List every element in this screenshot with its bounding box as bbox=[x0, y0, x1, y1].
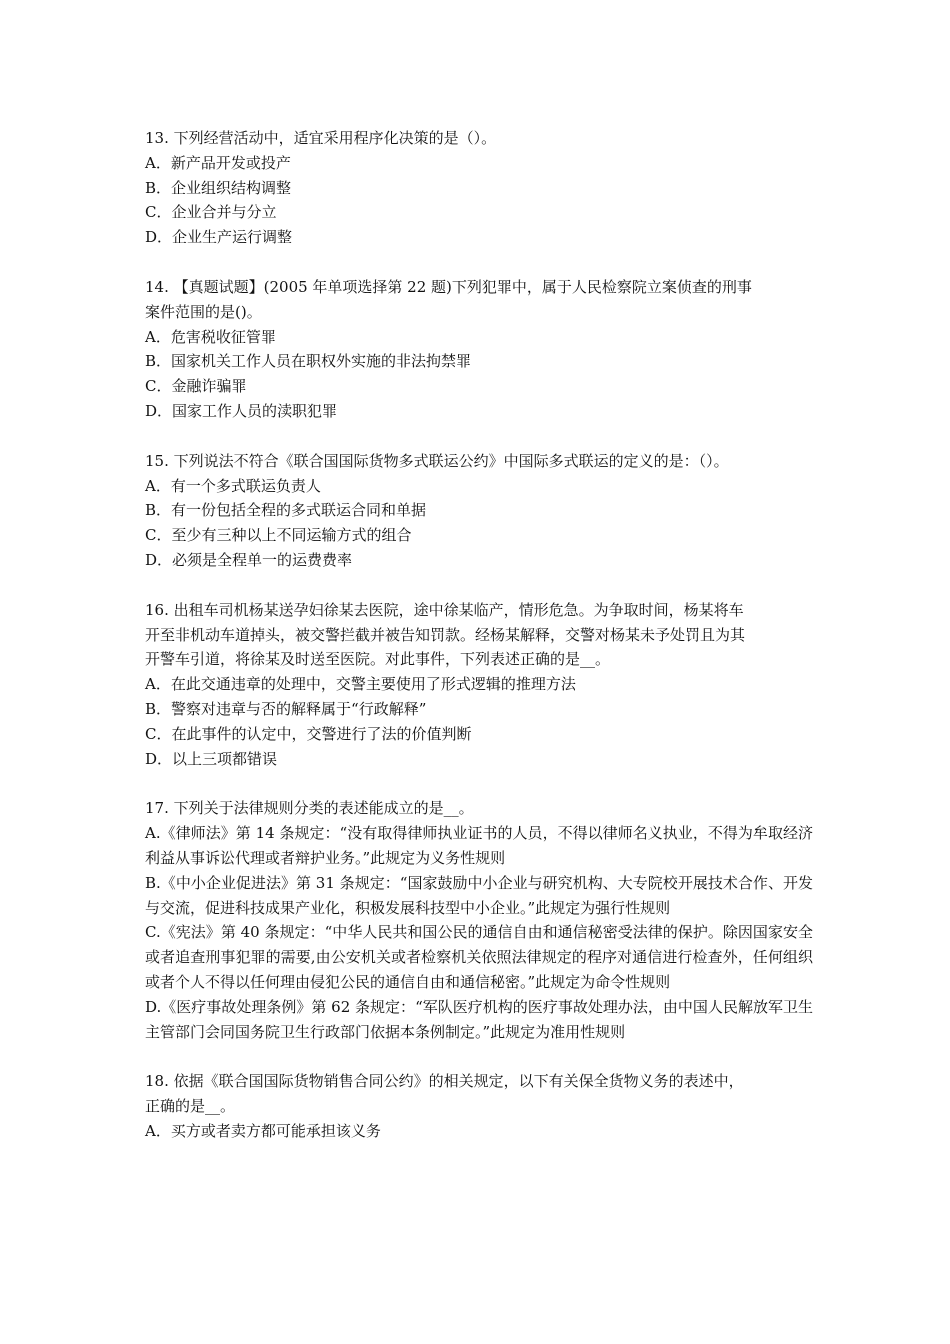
question-stem: 16. 出租车司机杨某送孕妇徐某去医院，途中徐某临产，情形危急。为争取时间，杨某将车 bbox=[145, 600, 744, 619]
option-d: D．国家工作人员的渎职犯罪 bbox=[145, 401, 338, 420]
option-c: C．企业合并与分立 bbox=[145, 203, 277, 222]
option-b: B．国家机关工作人员在职权外实施的非法拘禁罪 bbox=[145, 352, 472, 371]
question-15 bbox=[145, 449, 813, 573]
question-stem-continued: 开警车引道，将徐某及时送至医院。对此事件，下列表述正确的是__。 bbox=[145, 650, 611, 669]
option-c: C．在此事件的认定中，交警进行了法的价值判断 bbox=[145, 724, 472, 743]
question-stem: 14. 【真题试题】(2005 年单项选择第 22 题)下列犯罪中，属于人民检察院立案侦查的刑事 bbox=[145, 277, 752, 296]
option-b: B．企业组织结构调整 bbox=[145, 178, 292, 197]
option-a: A．有一个多式联运负责人 bbox=[145, 476, 321, 495]
question-stem: 17. 下列关于法律规则分类的表述能成立的是__。 bbox=[145, 799, 474, 818]
option-a: A．在此交通违章的处理中，交警主要使用了形式逻辑的推理方法 bbox=[145, 675, 576, 694]
question-14 bbox=[145, 275, 813, 424]
option-a: A．买方或者卖方都可能承担该义务 bbox=[145, 1121, 381, 1140]
question-13 bbox=[145, 126, 813, 250]
option-b: B．有一份包括全程的多式联运合同和单据 bbox=[145, 501, 427, 520]
option-a: A．危害税收征管罪 bbox=[145, 327, 276, 346]
option-b: B．警察对违章与否的解释属于“行政解释” bbox=[145, 699, 427, 718]
question-stem: 13. 下列经营活动中，适宜采用程序化决策的是（）。 bbox=[145, 129, 497, 147]
question-17 bbox=[145, 796, 813, 1044]
option-a: A．新产品开发或投产 bbox=[145, 153, 291, 172]
question-stem: 18. 依据《联合国国际货物销售合同公约》的相关规定，以下有关保全货物义务的表述中， bbox=[145, 1072, 744, 1091]
question-16 bbox=[145, 598, 813, 772]
question-18 bbox=[145, 1069, 813, 1143]
question-stem-continued: 开至非机动车道掉头，被交警拦截并被告知罚款。经杨某解释，交警对杨某未予处罚且为其 bbox=[145, 625, 746, 644]
question-stem: 15. 下列说法不符合《联合国国际货物多式联运公约》中国际多式联运的定义的是：（）。 bbox=[145, 451, 729, 470]
option-d: D．以上三项都错误 bbox=[145, 749, 278, 768]
question-stem-continued: 案件范围的是()。 bbox=[145, 302, 262, 321]
option-a: A.《律师法》第 14 条规定：“没有取得律师执业证书的人员，不得以律师名义执业，不得为牟取经济利益从事诉讼代理或者辩护业务。”此规定为义务性规则 bbox=[145, 824, 813, 867]
option-c: C．金融诈骗罪 bbox=[145, 377, 247, 396]
option-c: C.《宪法》第 40 条规定：“中华人民共和国公民的通信自由和通信秘密受法律的保护。除因国家安全或者追查刑事犯罪的需要,由公安机关或者检察机关依照法律规定的程序对通信进行检查外，任何组织或者个人不得以任何理由侵犯公民的通信自由和通信秘密。”此规定为命令性规则 bbox=[145, 923, 813, 991]
question-stem-continued: 正确的是__。 bbox=[145, 1097, 236, 1116]
option-c: C．至少有三种以上不同运输方式的组合 bbox=[145, 526, 412, 545]
document-page bbox=[145, 126, 813, 1169]
option-d: D.《医疗事故处理条例》第 62 条规定：“军队医疗机构的医疗事故处理办法，由中国人民解放军卫生主管部门会同国务院卫生行政部门依据本条例制定。”此规定为准用性规则 bbox=[145, 997, 813, 1041]
option-d: D．必须是全程单一的运费费率 bbox=[145, 550, 353, 569]
option-d: D．企业生产运行调整 bbox=[145, 228, 293, 247]
option-b: B.《中小企业促进法》第 31 条规定：“国家鼓励中小企业与研究机构、大专院校开展技术合作、开发与交流，促进科技成果产业化，积极发展科技型中小企业。”此规定为强行性规则 bbox=[145, 873, 813, 917]
